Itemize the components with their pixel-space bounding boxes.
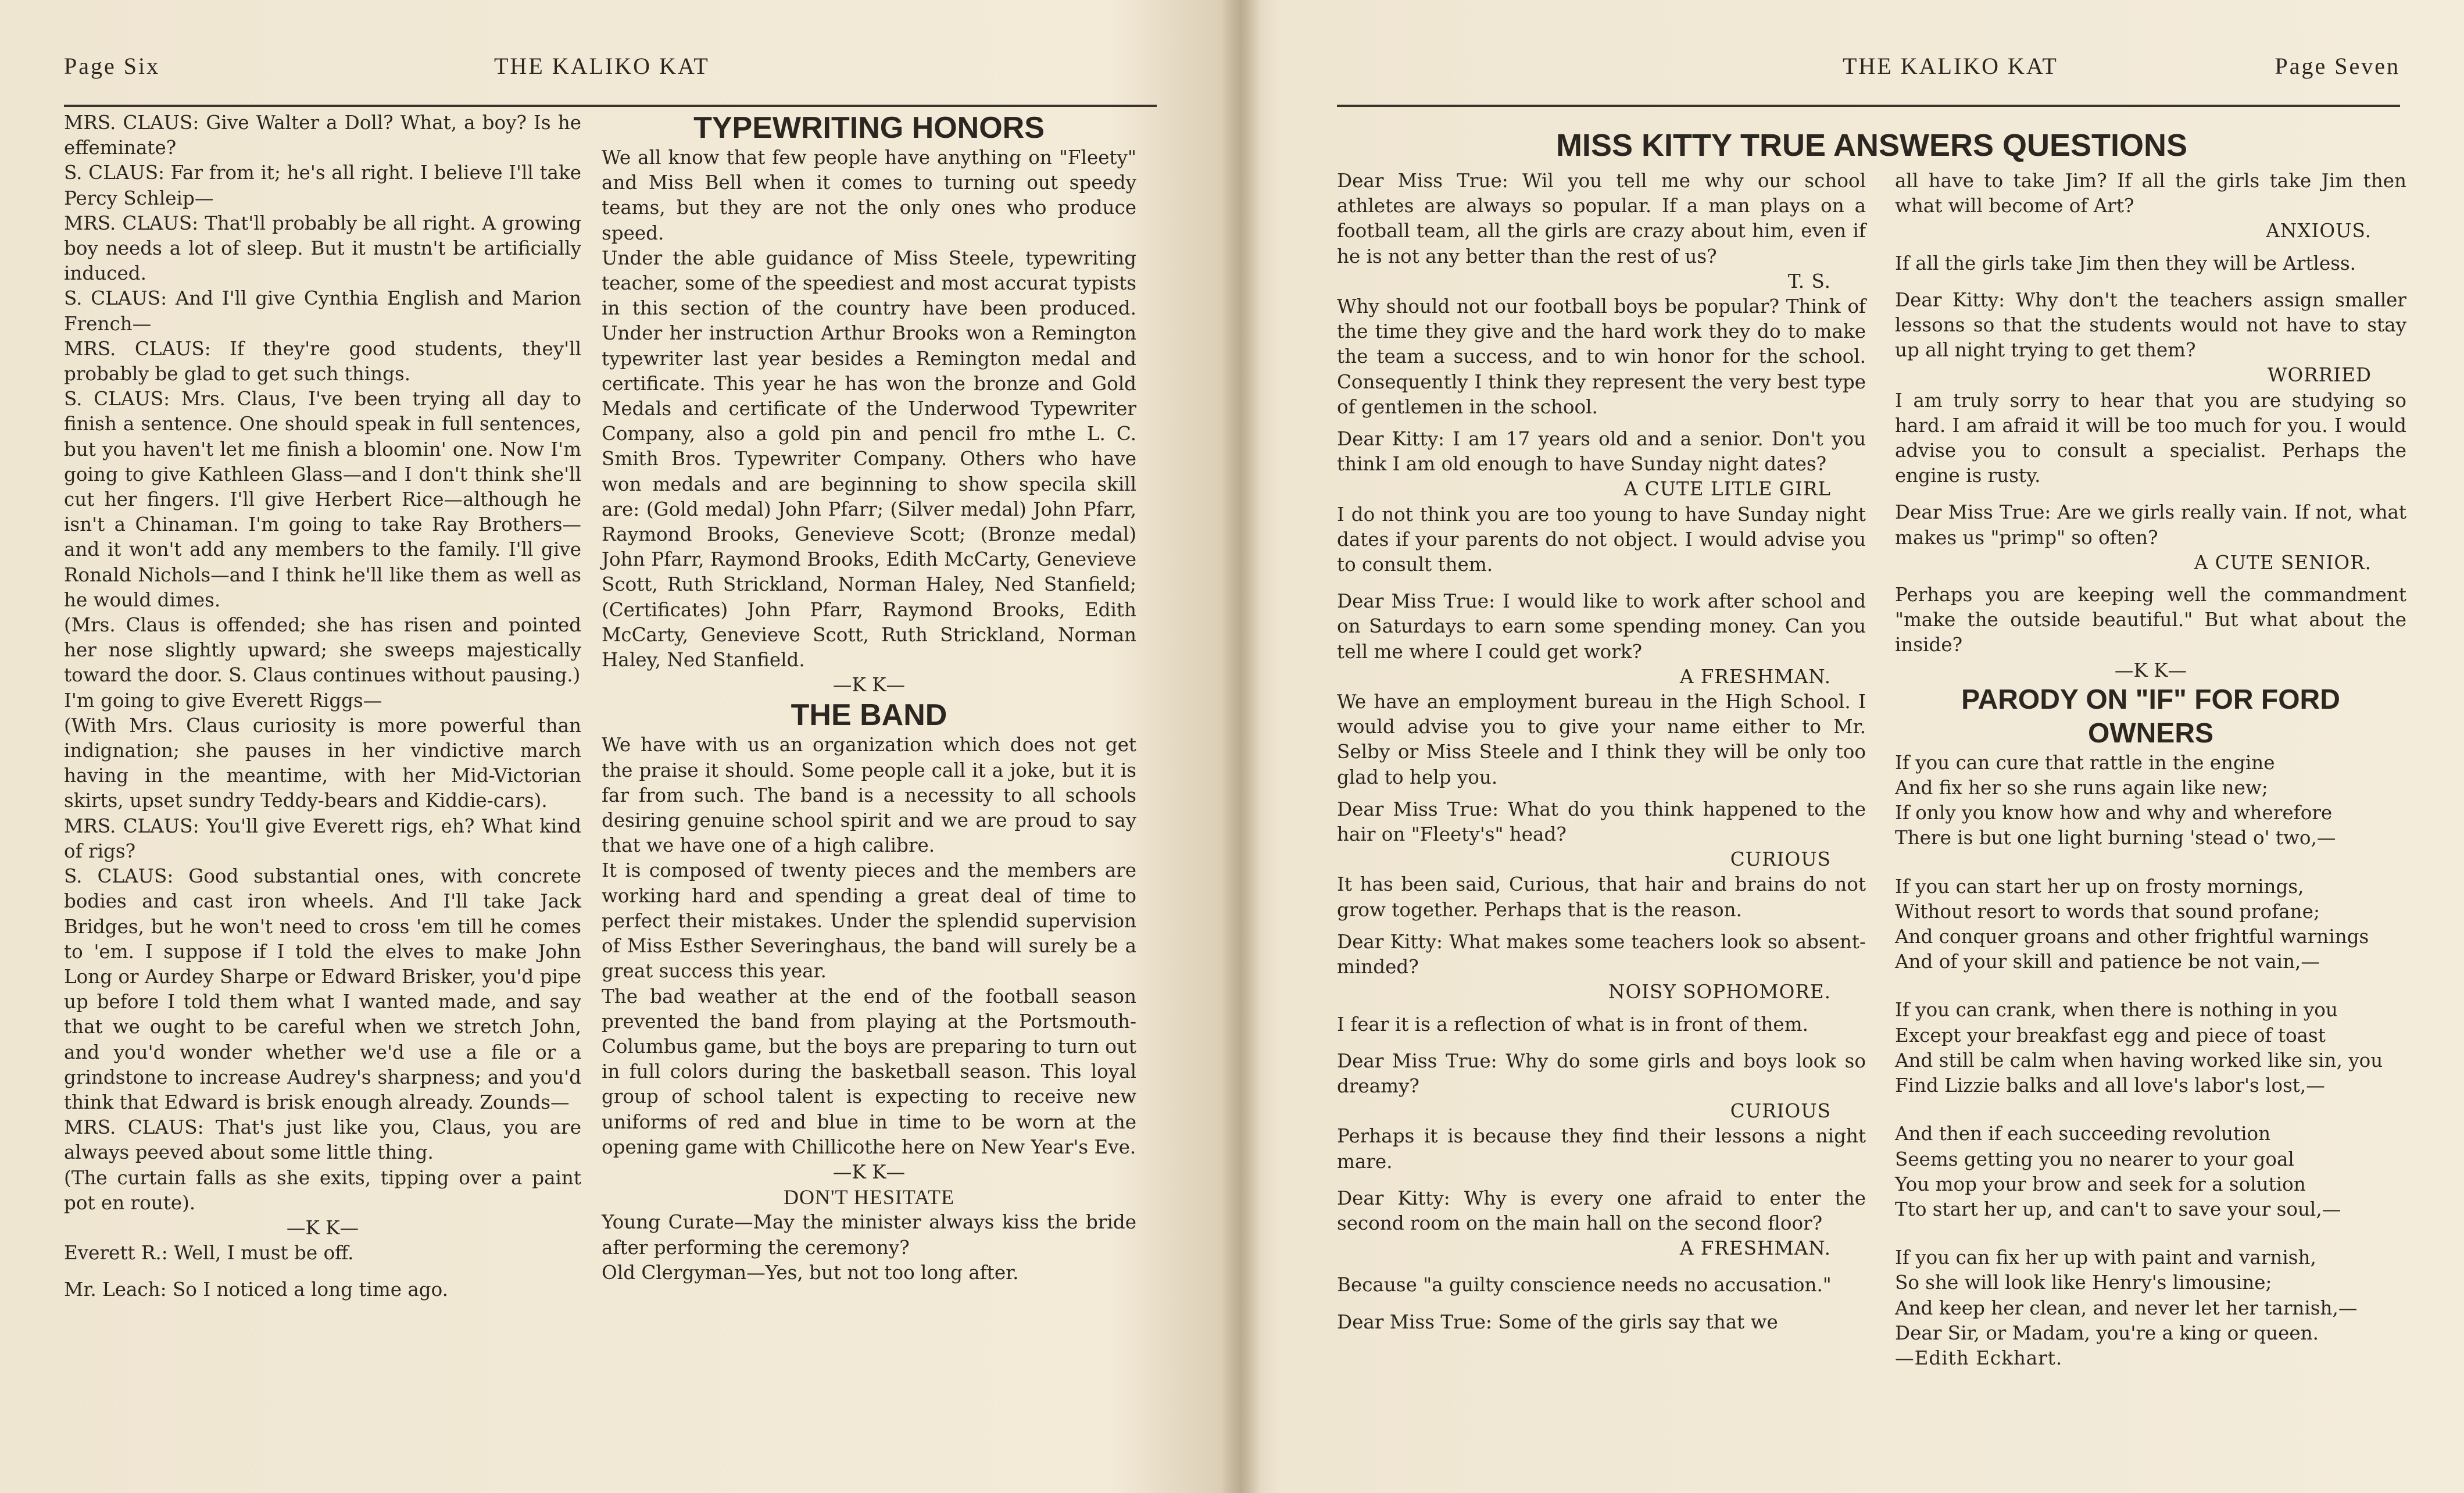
poem-line: Find Lizzie balks and all love's labor's lost,— [1895, 1074, 2325, 1097]
closing-line: Everett R.: Well, I must be off. [64, 1242, 354, 1265]
poem-line: Except your breakfast egg and piece of toast [1895, 1024, 2326, 1046]
poem-stanza [1895, 1245, 2406, 1346]
paragraph: The bad weather at the end of the football season prevented the band from playing at the Portsmouth-Columbus game, but the boys are preparing to turn out in full colors during the basketball season. This loyal group of school talent is expecting to receive new uniforms of red and blue in time to be worn at the opening game with Chillicothe here on New Year's Eve. [602, 985, 1136, 1158]
poem-line: Seems getting you no nearer to your goal [1895, 1148, 2294, 1170]
paragraph: (The curtain falls as she exits, tipping over a paint pot en route). [64, 1166, 581, 1214]
question: Dear Miss True: I would like to work after school and on Saturdays to earn some spending money. Can you tell me where I could get work? [1337, 590, 1866, 663]
qa-column-1 [1337, 169, 1866, 1335]
poem [1895, 751, 2406, 1371]
answer: It has been said, Curious, that hair and brains do not grow together. Perhaps that is the reason. [1337, 873, 1866, 921]
magazine-title: THE KALIKO KAT [494, 53, 710, 79]
question: Dear Miss True: Why do some girls and boys look so dreamy? [1337, 1049, 1866, 1097]
answer: Why should not our football boys be popular? Think of the time they give and the hard work they do to make the team a success, and to win honor for the school. Consequently I think they represent the very best type of gentlemen in the school. [1337, 295, 1866, 418]
page-number: Page Seven [2275, 53, 2400, 79]
answer: I fear it is a reflection of what is in front of them. [1337, 1013, 1808, 1035]
question: Dear Miss True: Wil you tell me why our school athletes are always so popular. If a man plays on a football team, all the girls are crazy about him, even if he is not any better than the rest of us? [1337, 170, 1866, 267]
signature: A CUTE SENIOR. [2194, 551, 2372, 574]
poem-line: If you can cure that rattle in the engine [1895, 751, 2275, 774]
question: Dear Miss True: Are we girls really vain. If not, what makes us "primp" so often? [1895, 501, 2406, 549]
section-separator: —K K— [832, 674, 906, 697]
left-page-header [64, 52, 1157, 107]
question: all have to take Jim? If all the girls take Jim then what will become of Art? [1895, 170, 2406, 217]
signature: WORRIED [2267, 364, 2372, 387]
poem-line: If only you know how and why and wherefore [1895, 802, 2333, 824]
section-separator: —K K— [2114, 659, 2187, 681]
signature: A FRESHMAN. [1679, 665, 1831, 688]
poem-line: If you can fix her up with paint and varnish, [1895, 1246, 2316, 1269]
paragraph: S. CLAUS: Mrs. Claus, I've been trying all day to finish a sentence. One should speak in full sentences, but you haven't let me finish a bloomin' one. Now I'm going to give Kathleen Glass—and I don't think she'll cut her fingers. I'll give Herbert Rice—although he isn't a Chinaman. I'm going to take Ray Brothers—and it won't add any members to the family. I'll give Ronald Nichols—and I think he'll like them as well as he would dimes. [64, 388, 581, 611]
poem-line: So she will look like Henry's limousine; [1895, 1271, 2272, 1294]
page-heading: MISS KITTY TRUE ANSWERS QUESTIONS [1555, 128, 2188, 163]
poem-line: There is but one light burning 'stead o' two,— [1895, 827, 2336, 849]
signature: T. S. [1787, 270, 1831, 292]
answer: Because "a guilty conscience needs no accusation." [1337, 1274, 1832, 1296]
signature: CURIOUS [1730, 1100, 1831, 1123]
question: Dear Miss True: What do you think happened to the hair on "Fleety's" head? [1337, 798, 1866, 846]
paragraph: MRS. CLAUS: That'll probably be all right. A growing boy needs a lot of sleep. But it mustn't be artificially induced. [64, 212, 581, 285]
article-heading: TYPEWRITING HONORS [693, 111, 1045, 145]
qa-column-2 [1895, 169, 2406, 1371]
paragraph: Under the able guidance of Miss Steele, typewriting teacher, some of the speediest and most accurat typists in this section of the country have been produced. Under her instruction Arthur Brooks won a Remington typewriter last year besides a Remington medal and certificate. This year he has won the bronze and Gold Medals and certificate of the Underwood Typewriter Company, also a gold pin and pencil fro mthe L. C. Smith Bros. Typewriter Company. Others who have won medals and are beginning to show specila skill are: (Gold medal) John Pfarr; (Silver medal) John Pfarr, Raymond Brooks, Genevieve Scott; (Bronze medal) John Pfarr, Raymond Brooks, Edith McCarty, Genevieve Scott, Ruth Strickland, Norman Haley, Ned Stanfield; (Certificates) John Pfarr, Raymond Brooks, Edith McCarty, Genevieve Scott, Ruth Strickland, Norman Haley, Ned Stanfield. [602, 247, 1136, 672]
poem-line: And keep her clean, and never let her tarnish,— [1895, 1296, 2358, 1319]
poem-line: If you can start her up on frosty mornings, [1895, 875, 2304, 898]
page-number: Page Six [64, 53, 160, 79]
paragraph: Old Clergyman—Yes, but not too long after. [602, 1261, 1019, 1284]
paragraph: MRS. CLAUS: You'll give Everett rigs, eh? What kind of rigs? [64, 815, 581, 862]
poem-line: And conquer groans and other frightful warnings [1895, 926, 2369, 948]
poem-heading: PARODY ON "IF" FOR FORD OWNERS [1961, 684, 2340, 749]
page-gutter [1221, 0, 1261, 1493]
paragraph: S. CLAUS: Far from it; he's all right. I believe I'll take Percy Schleip— [64, 162, 581, 209]
right-page-header [1337, 52, 2400, 107]
article-heading: THE BAND [791, 698, 947, 733]
signature: A CUTE LITLE GIRL [1623, 478, 1831, 501]
paragraph: We have with us an organization which does not get the praise it should. Some people call it a joke, but it is far from such. The band is a necessity to all schools desiring genuine school spirit and we are proud to say that we have one of a high calibre. [602, 734, 1136, 857]
right-page [1261, 0, 2464, 1493]
question: Dear Kitty: I am 17 years old and a senior. Don't you think I am old enough to have Sunday night dates? [1337, 428, 1866, 476]
answer: Perhaps it is because they find their lessons a night mare. [1337, 1125, 1866, 1173]
magazine-title: THE KALIKO KAT [1843, 53, 2058, 79]
section-separator: —K K— [832, 1160, 906, 1183]
poem-stanza [1895, 874, 2406, 975]
paragraph: S. CLAUS: And I'll give Cynthia English and Marion French— [64, 287, 581, 335]
paragraph: MRS. CLAUS: If they're good students, they'll probably be glad to get such things. [64, 337, 581, 385]
paragraph: It is composed of twenty pieces and the members are working hard and spending a great deal of time to perfect their mistakes. Under the splendid supervision of Miss Esther Severinghaus, the band will surely be a great success this year. [602, 859, 1136, 983]
signature: CURIOUS [1730, 848, 1831, 871]
poem-stanza [1895, 998, 2406, 1098]
paragraph: (Mrs. Claus is offended; she has risen and pointed her nose slightly upward; she sweeps majestically toward the door. S. Claus continues without pausing.) [64, 614, 581, 687]
question: Dear Kitty: What makes some teachers look so absent-minded? [1337, 930, 1866, 978]
poem-line: And fix her so she runs again like new; [1895, 777, 2268, 799]
closing-line: Mr. Leach: So I noticed a long time ago. [64, 1278, 449, 1301]
left-column-play [64, 110, 581, 1303]
right-column-articles [602, 110, 1136, 1285]
paragraph: (With Mrs. Claus curiosity is more powerful than indignation; she pauses in her vindictive march having in the meantime, with her Mid-Victorian skirts, upset sundry Teddy-bears and Kiddie-cars). [64, 714, 581, 812]
paragraph: We all know that few people have anything on "Fleety" and Miss Bell when it comes to turning out speedy teams, but they are not the only ones who produce speed. [602, 147, 1136, 244]
section-separator: —K K— [286, 1216, 359, 1239]
question: Dear Miss True: Some of the girls say that we [1337, 1310, 1778, 1333]
answer: I do not think you are too young to have Sunday night dates if your parents do not object. I would advise you to consult them. [1337, 503, 1866, 576]
answer: If all the girls take Jim then they will be Artless. [1895, 252, 2356, 274]
poem-line: And then if each succeeding revolution [1895, 1123, 2271, 1145]
poem-line: Dear Sir, or Madam, you're a king or queen. [1895, 1321, 2319, 1344]
signature: NOISY SOPHOMORE. [1608, 981, 1831, 1003]
paragraph: MRS. CLAUS: That's just like you, Claus, you are always peeved about some little thing. [64, 1116, 581, 1164]
answer: We have an employment bureau in the High School. I would advise you to give your name either to Mr. Selby or Miss Steele and I think they will be only too glad to help you. [1337, 691, 1866, 788]
answer: Perhaps you are keeping well the commandment "make the outside beautiful." But what about the inside? [1895, 584, 2406, 656]
signature: A FRESHMAN. [1679, 1237, 1831, 1260]
question: Dear Kitty: Why don't the teachers assign smaller lessons so that the students would not have to stay up all night trying to get them? [1895, 288, 2406, 362]
left-page [0, 0, 1221, 1493]
answer: I am truly sorry to hear that you are studying so hard. I am afraid it will be too much for you. I would advise you to consult a specialist. Perhaps the engine is rusty. [1895, 389, 2406, 487]
poem-author: —Edith Eckhart. [1895, 1346, 2063, 1369]
paragraph: MRS. CLAUS: Give Walter a Doll? What, a boy? Is he effeminate? [64, 112, 581, 159]
article-heading: DON'T HESITATE [784, 1185, 954, 1209]
paragraph: S. CLAUS: Good substantial ones, with concrete bodies and cast iron wheels. And I'll take Jack Bridges, but he won't need to cross 'em till he comes to 'em. I suppose if I told the elves to make John Long or Aurdey Sharpe or Edward Brisker, you'd pipe up before I told them what I wanted made, and say that we ought to be careful when we stretch John, and you'd wonder whether we'd use a file or a grindstone to increase Audrey's sharpness; and you'd think that Edward is brisk enough already. Zounds— [64, 865, 581, 1113]
signature: ANXIOUS. [2266, 220, 2372, 242]
poem-line: And still be calm when having worked like sin, you [1895, 1049, 2383, 1071]
paragraph: Young Curate—May the minister always kiss the bride after performing the ceremony? [602, 1211, 1136, 1259]
poem-line: If you can crank, when there is nothing in you [1895, 999, 2338, 1021]
question: Dear Kitty: Why is every one afraid to enter the second room on the main hall on the second floor? [1337, 1187, 1866, 1234]
poem-line: And of your skill and patience be not vain,— [1895, 951, 2320, 973]
poem-stanza [1895, 751, 2406, 851]
paragraph: I'm going to give Everett Riggs— [64, 689, 382, 712]
poem-line: Tto start her up, and can't to save your soul,— [1895, 1198, 2341, 1220]
poem-stanza [1895, 1121, 2406, 1222]
poem-line: Without resort to words that sound profane; [1895, 900, 2320, 923]
poem-line: You mop your brow and seek for a solution [1895, 1173, 2306, 1195]
